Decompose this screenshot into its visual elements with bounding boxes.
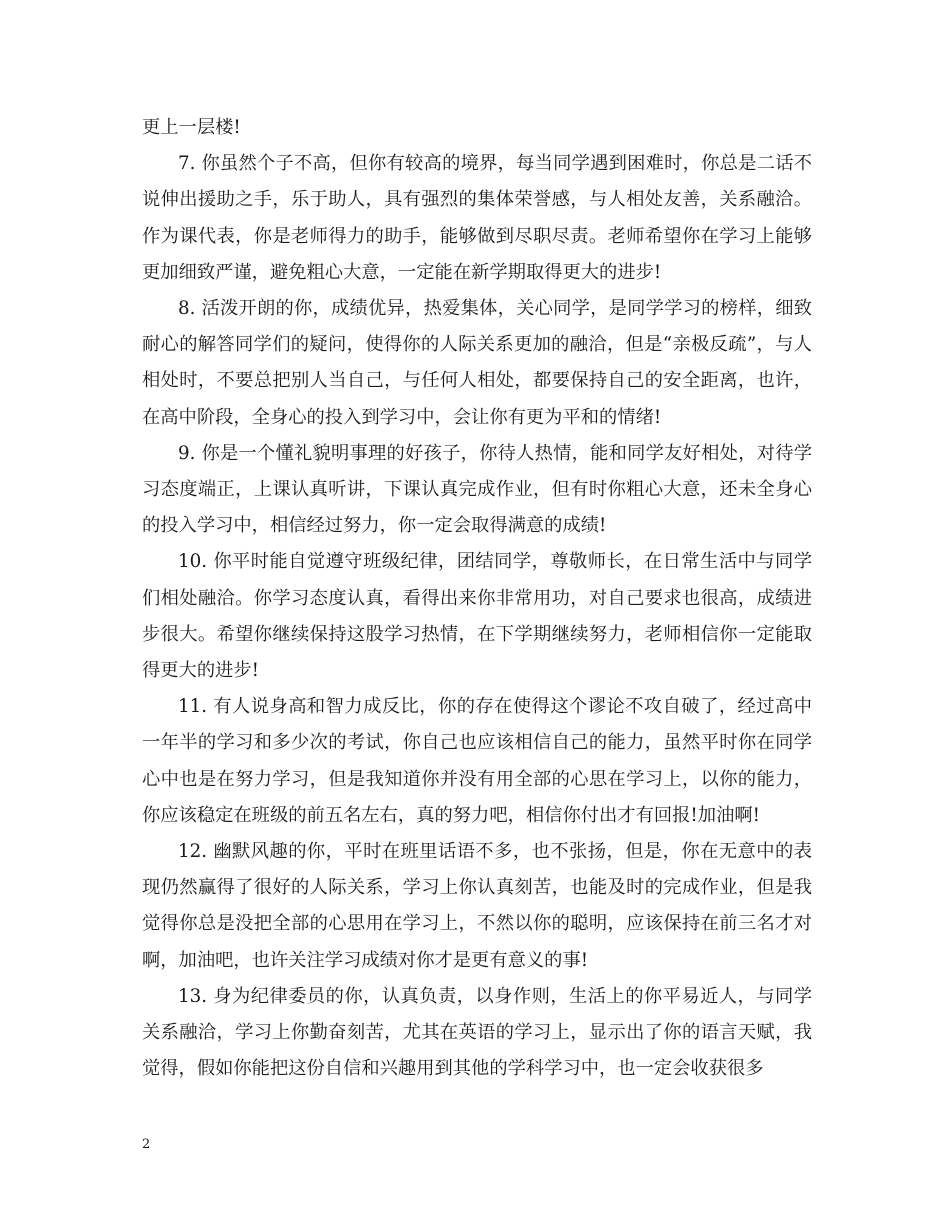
document-body <box>142 110 812 1087</box>
paragraph-comment-8: 8. 活泼开朗的你，成绩优异，热爱集体，关心同学，是同学学习的榜样，细致耐心的解答同学们的疑问，使得你的人际关系更加的融洽，但是“亲极反疏”，与人相处时，不要总把别人当自己，与任何人相处，都要保持自己的安全距离，也许，在高中阶段，全身心的投入到学习中，会让你有更为平和的情绪! <box>142 298 812 428</box>
paragraph-comment-7: 7. 你虽然个子不高，但你有较高的境界，每当同学遇到困难时，你总是二话不说伸出援助之手，乐于助人，具有强烈的集体荣誉感，与人相处友善，关系融洽。作为课代表，你是老师得力的助手，能够做到尽职尽责。老师希望你在学习上能够更加细致严谨，避免粗心大意，一定能在新学期取得更大的进步! <box>142 153 812 283</box>
paragraph-comment-9: 9. 你是一个懂礼貌明事理的好孩子，你待人热情，能和同学友好相处，对待学习态度端正，上课认真听讲，下课认真完成作业，但有时你粗心大意，还未全身心的投入学习中，相信经过努力，你一定会取得满意的成绩! <box>142 442 812 537</box>
paragraph-comment-12: 12. 幽默风趣的你，平时在班里话语不多，也不张扬，但是，你在无意中的表现仍然赢得了很好的人际关系，学习上你认真刻苦，也能及时的完成作业，但是我觉得你总是没把全部的心思用在学习上，不然以你的聪明，应该保持在前三名才对啊，加油吧，也许关注学习成绩对你才是更有意义的事! <box>142 841 812 971</box>
paragraph-continuation: 更上一层楼! <box>142 117 241 138</box>
paragraph-comment-10: 10. 你平时能自觉遵守班级纪律，团结同学，尊敬师长，在日常生活中与同学们相处融洽。你学习态度认真，看得出来你非常用功，对自己要求也很高，成绩进步很大。希望你继续保持这股学习热情，在下学期继续努力，老师相信你一定能取得更大的进步! <box>142 551 812 682</box>
paragraph-comment-13: 13. 身为纪律委员的你，认真负责，以身作则，生活上的你平易近人，与同学关系融洽，学习上你勤奋刻苦，尤其在英语的学习上，显示出了你的语言天赋，我觉得，假如你能把这份自信和兴趣用到其他的学科学习中，也一定会收获很多 <box>142 985 812 1080</box>
paragraph-comment-11: 11. 有人说身高和智力成反比，你的存在使得这个谬论不攻自破了，经过高中一年半的学习和多少次的考试，你自己也应该相信自己的能力，虽然平时你在同学心中也是在努力学习，但是我知道你并没有用全部的心思在学习上，以你的能力，你应该稳定在班级的前五名左右，真的努力吧，相信你付出才有回报!加油啊! <box>142 696 812 826</box>
page-number: 2 <box>142 1137 151 1152</box>
